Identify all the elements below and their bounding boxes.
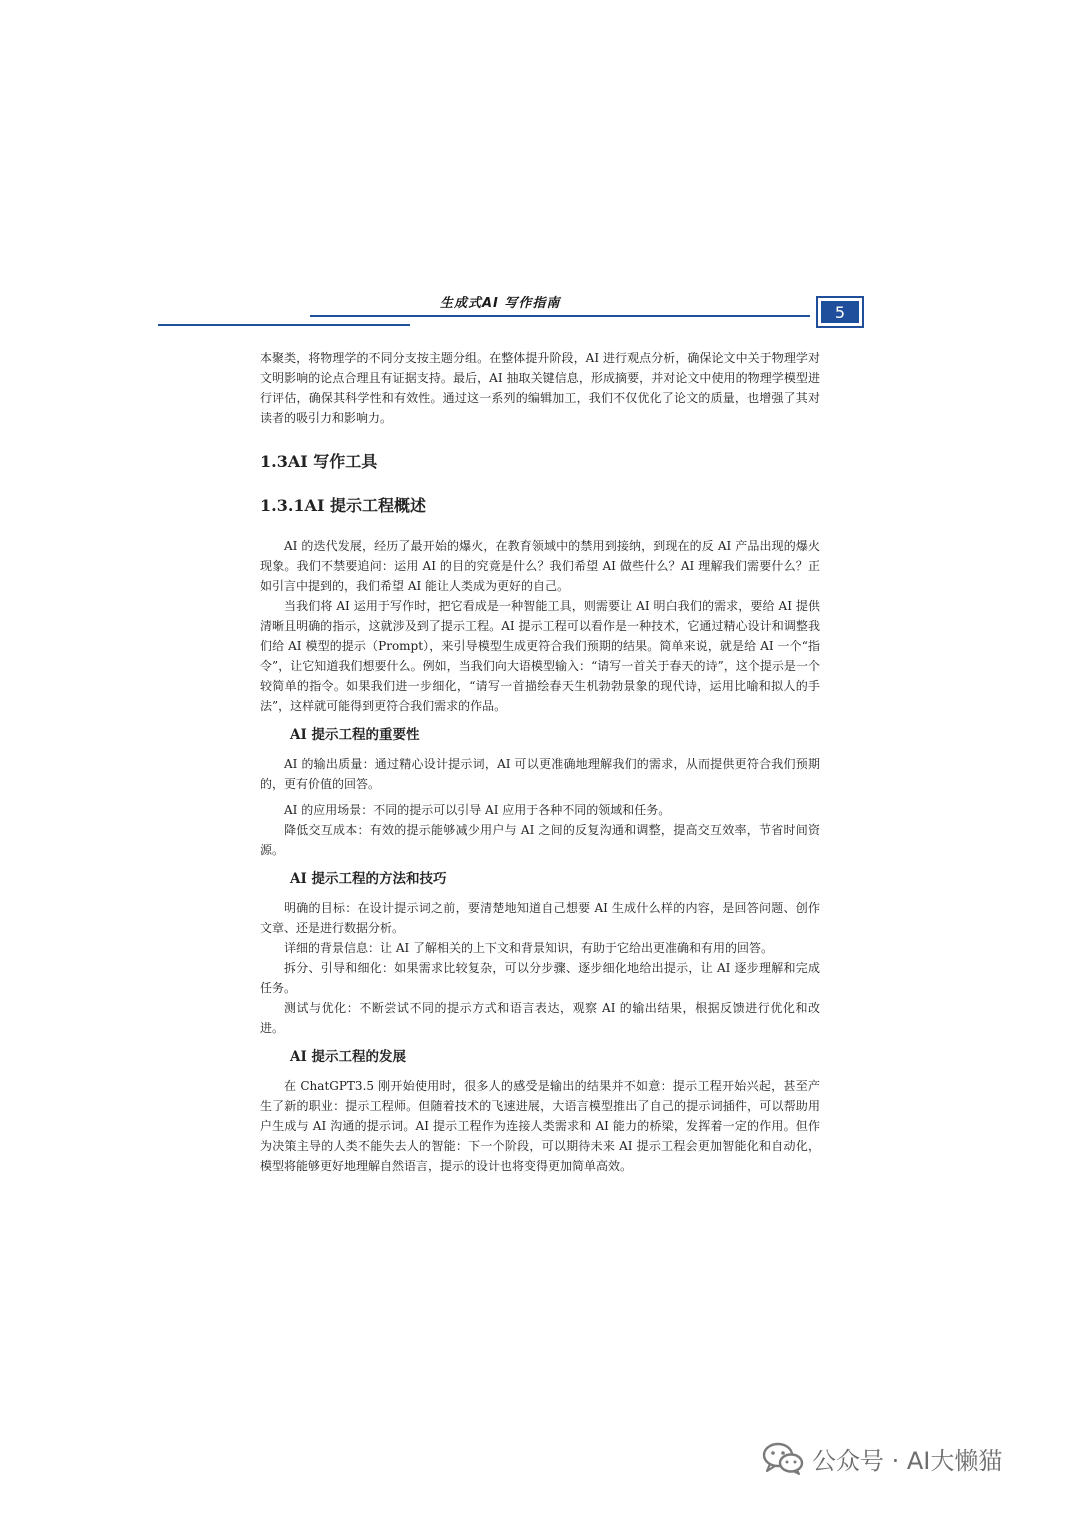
header-rule-left <box>158 324 410 326</box>
intro-paragraph: 本聚类，将物理学的不同分支按主题分组。在整体提升阶段，AI 进行观点分析，确保论文中关于物理学对文明影响的论点合理且有证据支持。最后，AI 抽取关键信息，形成摘要，并对论文中使用的物理学模型进行评估，确保其科学性和有效性。通过这一系列的编辑加工，我们不仅优化了论文的质量，也增强了其对读者的吸引力和影响力。 <box>260 351 820 425</box>
page-content <box>260 348 820 1176</box>
subsection-heading: 1.3.1AI 提示工程概述 <box>260 496 427 515</box>
wechat-icon <box>762 1441 804 1475</box>
overview-paragraph: 当我们将 AI 运用于写作时，把它看成是一种智能工具，则需要让 AI 明白我们的需求，要给 AI 提供清晰且明确的指示，这就涉及到了提示工程。AI 提示工程可以看作是一种技术，它通过精心设计和调整我们给 AI 模型的提示（Prompt），来引导模型生成更符合我们预期的结果。简单来说，就是给 AI 一个“指令”，让它知道我们想要什么。例如，当我们向大语模型输入：“请写一首关于春天的诗”，这个提示是一个较简单的指令。如果我们进一步细化，“请写一首描绘春天生机勃勃景象的现代诗，运用比喻和拟人的手法”，这样就可能得到更符合我们需求的作品。 <box>260 599 820 713</box>
overview-paragraph: AI 的迭代发展，经历了最开始的爆火，在教育领域中的禁用到接纳，到现在的反 AI 产品出现的爆火现象。我们不禁要追问：运用 AI 的目的究竟是什么？我们希望 AI 做些什么？AI 理解我们需要什么？正如引言中提到的，我们希望 AI 能让人类成为更好的自己。 <box>260 539 820 593</box>
methods-item: 测试与优化：不断尝试不同的提示方式和语言表达，观察 AI 的输出结果，根据反馈进行优化和改进。 <box>260 1001 820 1035</box>
importance-item: AI 的输出质量：通过精心设计提示词，AI 可以更准确地理解我们的需求，从而提供更符合我们预期的，更有价值的回答。 <box>260 757 820 791</box>
importance-item: AI 的应用场景：不同的提示可以引导 AI 应用于各种不同的领域和任务。 <box>284 803 671 817</box>
watermark <box>762 1436 1002 1480</box>
development-heading: AI 提示工程的发展 <box>290 1049 406 1065</box>
header-book-title: 生成式AI 写作指南 <box>440 296 561 311</box>
page-number: 5 <box>821 301 859 323</box>
development-paragraph: 在 ChatGPT3.5 刚开始使用时，很多人的感受是输出的结果并不如意：提示工程开始兴起，甚至产生了新的职业：提示工程师。但随着技术的飞速进展，大语言模型推出了自己的提示词插件，可以帮助用户生成与 AI 沟通的提示词。AI 提示工程作为连接人类需求和 AI 能力的桥梁，发挥着一定的作用。但作为决策主导的人类不能失去人的智能：下一个阶段，可以期待未来 AI 提示工程会更加智能化和自动化，模型将能够更好地理解自然语言，提示的设计也将变得更加简单高效。 <box>260 1079 820 1173</box>
methods-item: 详细的背景信息：让 AI 了解相关的上下文和背景知识，有助于它给出更准确和有用的回答。 <box>284 941 774 955</box>
section-heading: 1.3AI 写作工具 <box>260 452 378 471</box>
watermark-text: 公众号 · AI大懒猫 <box>812 1446 1003 1475</box>
importance-heading: AI 提示工程的重要性 <box>290 727 420 743</box>
page-number-box <box>816 296 864 328</box>
importance-item: 降低交互成本：有效的提示能够减少用户与 AI 之间的反复沟通和调整，提高交互效率，节省时间资源。 <box>260 823 820 857</box>
methods-item: 明确的目标：在设计提示词之前，要清楚地知道自己想要 AI 生成什么样的内容，是回答问题、创作文章、还是进行数据分析。 <box>260 901 820 935</box>
header-rule <box>310 315 810 317</box>
methods-item: 拆分、引导和细化：如果需求比较复杂，可以分步骤、逐步细化地给出提示，让 AI 逐步理解和完成任务。 <box>260 961 820 995</box>
methods-heading: AI 提示工程的方法和技巧 <box>290 871 447 887</box>
